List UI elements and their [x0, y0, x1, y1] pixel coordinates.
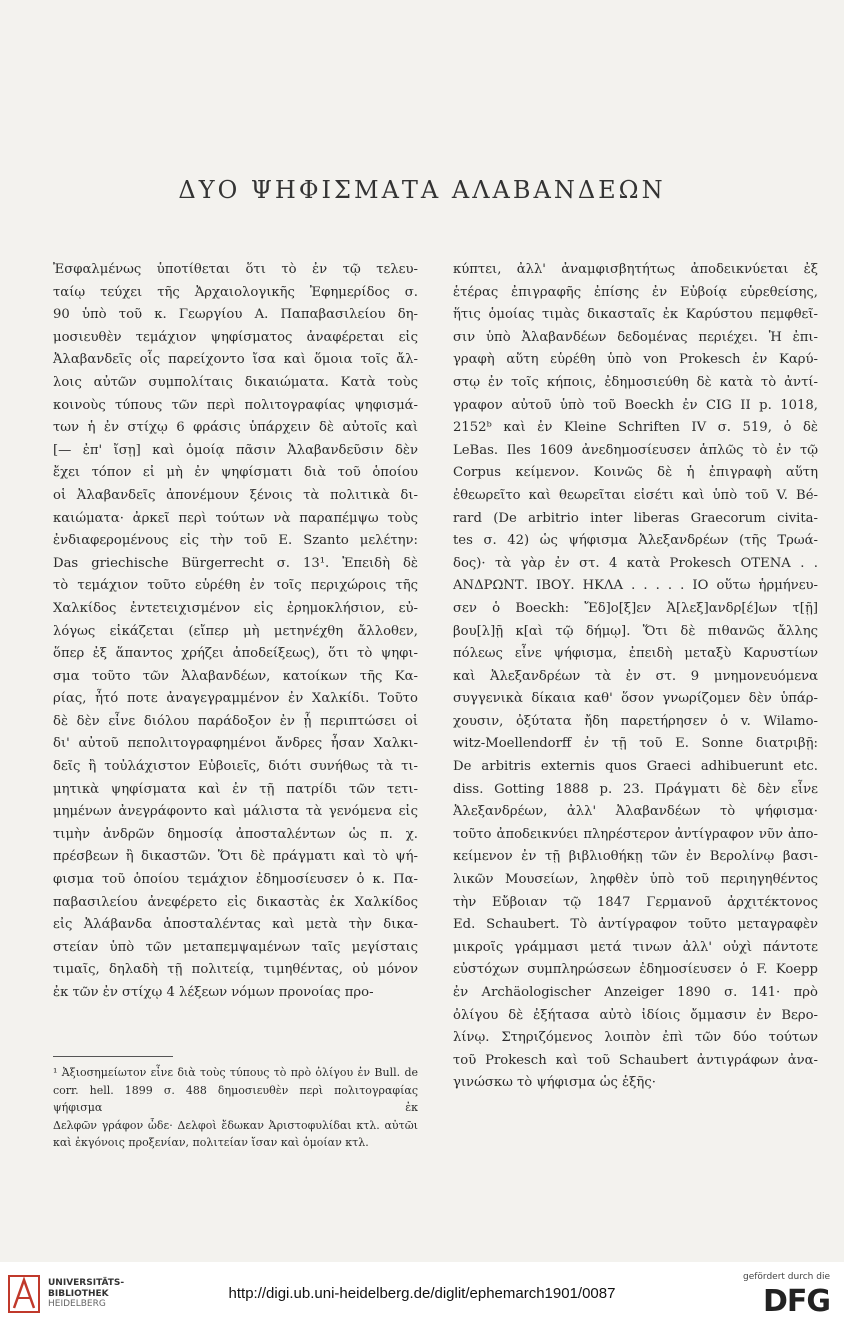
text-line: ὀλίγου δὲ ἐξήτασα αὐτὸ ἰδίοις ὄμμασιν ἐν Βερο-	[453, 1007, 818, 1023]
text-line: LeBas. Iles 1609 ἀνεδημοσίευσεν ἁπλῶς τὸ ἐν τῷ	[453, 442, 818, 458]
text-line: μημένων ἀνεγράφοντο καὶ μάλιστα τὰ γενόμενα εἰς	[53, 804, 418, 820]
text-line: γινώσκω τὸ ψήφισμα ὡς ἑξῆς·	[453, 1075, 656, 1091]
text-line: τοῦτο ἀποδεικνύει πληρέστερον ἀντίγραφον νῦν ἀπο-	[453, 826, 818, 842]
text-line: λίνῳ. Στηριζόμενος λοιπὸν ἐπὶ τῶν δύο τούτων	[453, 1030, 818, 1046]
text-line: Das griechische Bürgerrecht σ. 13¹. Ἐπειδὴ δὲ	[53, 555, 418, 571]
footer-bar	[0, 1262, 844, 1326]
permalink-url[interactable]: http://digi.ub.uni-heidelberg.de/diglit/ephemarch1901/0087	[228, 1285, 616, 1302]
left-column	[53, 259, 418, 1005]
text-line: rard (De arbitrio inter liberas Graecorum civita-	[453, 510, 818, 526]
text-line: ΑΝΔΡΩΝΤ. ΙΒΟΥ. ΗΚΛΑ . . . . . ΙΟ οὕτω ἡρμήνευ-	[453, 578, 818, 594]
page-title: ΔΥΟ ΨΗΦΙΣΜΑΤΑ ΑΛΑΒΑΝΔΕΩΝ	[178, 176, 666, 204]
text-line: Ἐσφαλμένως ὑποτίθεται ὅτι τὸ ἐν τῷ τελευ-	[53, 262, 418, 277]
text-line: λοις αὐτῶν συμπολίταις δικαιώματα. Κατὰ τοὺς	[53, 374, 418, 390]
text-line: tes σ. 42) ὡς ψήφισμα Ἀλεξανδρέων (τῆς Τρωά-	[453, 533, 818, 549]
text-line: κείμενον ἐν τῇ βιβλιοθήκῃ τῶν ἐν Βερολίνῳ βασι-	[453, 849, 818, 865]
text-line: 90 ὑπὸ τοῦ κ. Γεωργίου Α. Παπαβασιλείου δη-	[53, 307, 418, 323]
text-line: τὸ τεμάχιον τοῦτο εὑρέθη ἐν τοῖς περιχώροις τῆς	[53, 578, 418, 594]
text-line: βου[λ]ῇ κ[αὶ τῷ δήμῳ]. Ὅτι δὲ πιθανῶς ἄλλης	[453, 623, 818, 639]
text-line: κύπτει, ἀλλ' ἀναμφισβητήτως ἀποδεικνύεται ἐξ	[453, 262, 818, 277]
text-line: δὲ δὲν εἶνε διόλου παράδοξον ἐν ᾗ περιπτώσει οἱ	[53, 713, 418, 729]
text-line: κοινοὺς τύπους τῶν περὶ πολιτογραφίας ψηφισμά-	[53, 397, 418, 413]
text-line: δεῖς ἢ τοὐλάχιστον Εὐβοιεῖς, διότι συνήθως τὰ τι-	[53, 759, 418, 775]
text-line: δι' αὐτοῦ πεπολιτογραφημένοι ἄνδρες ἦσαν Χαλκι-	[53, 736, 418, 752]
text-line: ἥτις ὁμοίας τιμὰς δικασταῖς ἐκ Καρύστου πεμφθεῖ-	[453, 307, 818, 323]
text-line: τιμαῖς, δηλαδὴ τῇ πολιτείᾳ, τιμηθέντας, οὐ μόνον	[53, 962, 418, 978]
text-line: πρέσβεων ἢ δικαστῶν. Ὅτι δὲ πράγματι καὶ τὸ ψή-	[53, 849, 418, 865]
text-line: Ἀλεξανδρέων, ἀλλ' Ἀλαβανδέων τὸ ψήφισμα·	[453, 804, 818, 820]
footnote-line: ¹ Ἀξιοσημείωτον εἶνε διὰ τοὺς τύπους τὸ πρὸ ὀλίγου ἐν Bull. de	[53, 1066, 418, 1079]
library-name-line-2: BIBLIOTHEK	[48, 1288, 109, 1299]
text-line: ἐκ τῶν ἐν στίχῳ 4 λέξεων νόμων προνοίας προ-	[53, 985, 374, 1000]
text-line: λικῶν Μουσείων, ληφθὲν ὑπὸ τοῦ περιηγηθέντος	[453, 872, 818, 888]
text-line: ὅπερ ἐξ ἅπαντος χρήζει ἀποδείξεως), ὅτι τὸ ψηφι-	[53, 646, 418, 662]
text-line: σεν ὁ Boeckh: Ἔδ]ο[ξ]εν Ἀ[λεξ]ανδρ[έ]ων τ[ῇ]	[453, 600, 818, 616]
text-line: οἱ Ἀλαβανδεῖς ἀπονέμουν ξένοις τὰ πολιτικὰ δι-	[53, 487, 418, 503]
text-line: ρίας, ἦτό ποτε ἀναγεγραμμένον ἐν Χαλκίδι. Τοῦτο	[53, 691, 418, 707]
text-line: σιν ὑπὸ Ἀλαβανδέων δεδομένας περιέχει. Ἡ ἐπι-	[453, 329, 818, 345]
text-line: diss. Gotting 1888 p. 23. Πράγματι δὲ δὲν εἶνε	[453, 781, 818, 797]
text-line: ἐνδιαφερομένους εἰς τὴν τοῦ E. Szanto μελέτην:	[53, 533, 418, 549]
footnote-line: καὶ ἐκγόνοις προξενίαν, πολιτείαν ἴσαν καὶ ὁμοίαν κτλ.	[53, 1136, 369, 1149]
text-line: Corpus κείμενον. Κοινῶς δὲ ἡ ἐπιγραφὴ αὕτη	[453, 465, 818, 481]
text-line: 2152ᵇ καὶ ἐν Kleine Schriften IV σ. 519, ὁ δὲ	[453, 420, 818, 436]
text-line: καιώματα· ἀρκεῖ περὶ τούτων νὰ παραπέμψω τοὺς	[53, 510, 418, 526]
text-line: πόλεως εἶνε ψήφισμα, ἐπειδὴ μεταξὺ Καρυστίων	[453, 646, 818, 662]
text-line: De arbitris externis quos Graeci adhibuerunt etc.	[453, 759, 818, 775]
dfg-logo[interactable]: DFG	[762, 1284, 830, 1319]
library-name-line-1: UNIVERSITÄTS-	[48, 1278, 125, 1288]
footnote-line: Δελφῶν γράφον ὧδε· Δελφοὶ ἔδωκαν Ἀριστοφυλίδαι κτλ. αὐτῶι	[53, 1118, 418, 1132]
text-line: τοῦ Prokesch καὶ τοῦ Schaubert ἀντιγράφων ἀνα-	[453, 1052, 818, 1068]
right-column	[453, 259, 818, 1095]
footnote-line: corr. hell. 1899 σ. 488 δημοσιευθὲν περὶ πολιτογραφίας ψήφισμα ἐκ	[53, 1083, 418, 1114]
text-line: φισμα τοῦ ὁποίου τεμάχιον ἐδημοσίευσεν ὁ κ. Πα-	[53, 872, 418, 888]
text-line: συγγενικὰ δίκαια καθ' ὅσον γνωρίζομεν δὲν ὑπάρ-	[453, 691, 818, 707]
text-line: witz-Moellendorff ἐν τῇ τοῦ E. Sonne διατριβῇ:	[453, 736, 818, 752]
text-line: μοσιευθὲν τεμάχιον ψηφίσματος ἀναφέρεται εἰς	[53, 329, 418, 345]
text-line: μικροῖς γράμμασι μετά τινων ἀλλ' οὐχὶ πάντοτε	[453, 939, 818, 955]
text-line: Ed. Schaubert. Τὸ ἀντίγραφον τοῦτο μεταγραφὲν	[453, 917, 818, 933]
text-line: εἰς Ἀλάβανδα ἀποσταλέντας καὶ μετὰ τὴν δικα-	[53, 917, 418, 933]
text-line: ἐν Archäologischer Anzeiger 1890 σ. 141· πρὸ	[453, 985, 818, 1000]
text-line: ἑτέρας ἐπιγραφῆς ἐπίσης ἐν Εὐβοίᾳ εὑρεθείσης,	[453, 284, 818, 300]
text-line: καὶ Ἀλεξανδρέων τὰ ἐν στ. 9 μνημονευόμενα	[453, 668, 818, 684]
text-line: [— ἐπ' ἴσῃ] καὶ ὁμοίᾳ πᾶσιν Ἀλαβανδεῦσιν δὲν	[53, 442, 418, 458]
text-line: στείαν ὑπὸ τῶν μεταπεμψαμένων ταῖς μεγίσταις	[53, 939, 418, 955]
text-line: στῳ ἐν τοῖς κήποις, ἐδημοσιεύθη δὲ κατὰ τὸ ἀντί-	[453, 374, 818, 390]
library-name-line-3: HEIDELBERG	[48, 1299, 106, 1309]
text-line: τὴν Εὔβοιαν τῷ 1847 Γερμανοῦ ἀρχιτέκτονος	[453, 894, 818, 910]
text-line: εὐστόχων συμπληρώσεων ἐδημοσίευσεν ὁ F. Koepp	[453, 962, 818, 978]
text-line: παβασιλείου ἀνεφέρετο εἰς δικαστὰς ἐκ Χαλκίδος	[53, 894, 418, 910]
text-line: δος)· τὰ γὰρ ἐν στ. 4 κατὰ Prokesch ΟΤΕΝΑ . .	[453, 555, 818, 571]
text-line: μητικὰ ψηφίσματα καὶ ἐν τῇ πατρίδι τῶν τετι-	[53, 781, 418, 797]
text-line: των ἡ ἐν στίχῳ 6 φράσις ὑπάρχειν δὲ αὐτοῖς καὶ	[53, 420, 418, 436]
text-line: λόγως εἰκάζεται (εἴπερ μὴ μετηνέχθη ἄλλοθεν,	[53, 623, 418, 639]
text-line: Ἀλαβανδεῖς οἷς παρείχοντο ἴσα καὶ ὅμοια τοῖς ἄλ-	[53, 352, 418, 368]
text-line: ἔχει τόπον εἰ μὴ ἐν ψηφίσματι διὰ τοῦ ὁποίου	[53, 465, 418, 481]
text-line: Χαλκίδος ἐντετειχισμένον εἰς ἐρημοκλήσιον, εὐ-	[53, 600, 418, 616]
text-line: τιμὴν ἀνδρῶν δημοσίᾳ ἀποσταλέντων ὡς π. χ.	[53, 826, 418, 842]
text-line: γραφὴ αὕτη εὑρέθη ὑπὸ von Prokesch ἐν Καρύ-	[453, 352, 818, 368]
text-line: σμα τοῦτο τῶν Ἀλαβανδέων, κατοίκων τῆς Κα-	[53, 668, 418, 684]
text-line: ἐθεωρεῖτο καὶ θεωρεῖται εἰσέτι καὶ ὑπὸ τοῦ V. Bé-	[453, 487, 818, 503]
footnote	[53, 1064, 418, 1152]
text-line: γραφον αὐτοῦ ὑπὸ τοῦ Boeckh ἐν CIG II p. 1018,	[453, 397, 818, 413]
text-line: χουσιν, ὀξύτατα ἤδη παρετήρησεν ὁ v. Wilamo-	[453, 713, 818, 729]
footnote-divider	[53, 1056, 173, 1057]
text-line: ταίῳ τεύχει τῆς Ἀρχαιολογικῆς Ἐφημερίδος σ.	[53, 284, 418, 300]
funded-by-label: gefördert durch die	[743, 1272, 830, 1282]
